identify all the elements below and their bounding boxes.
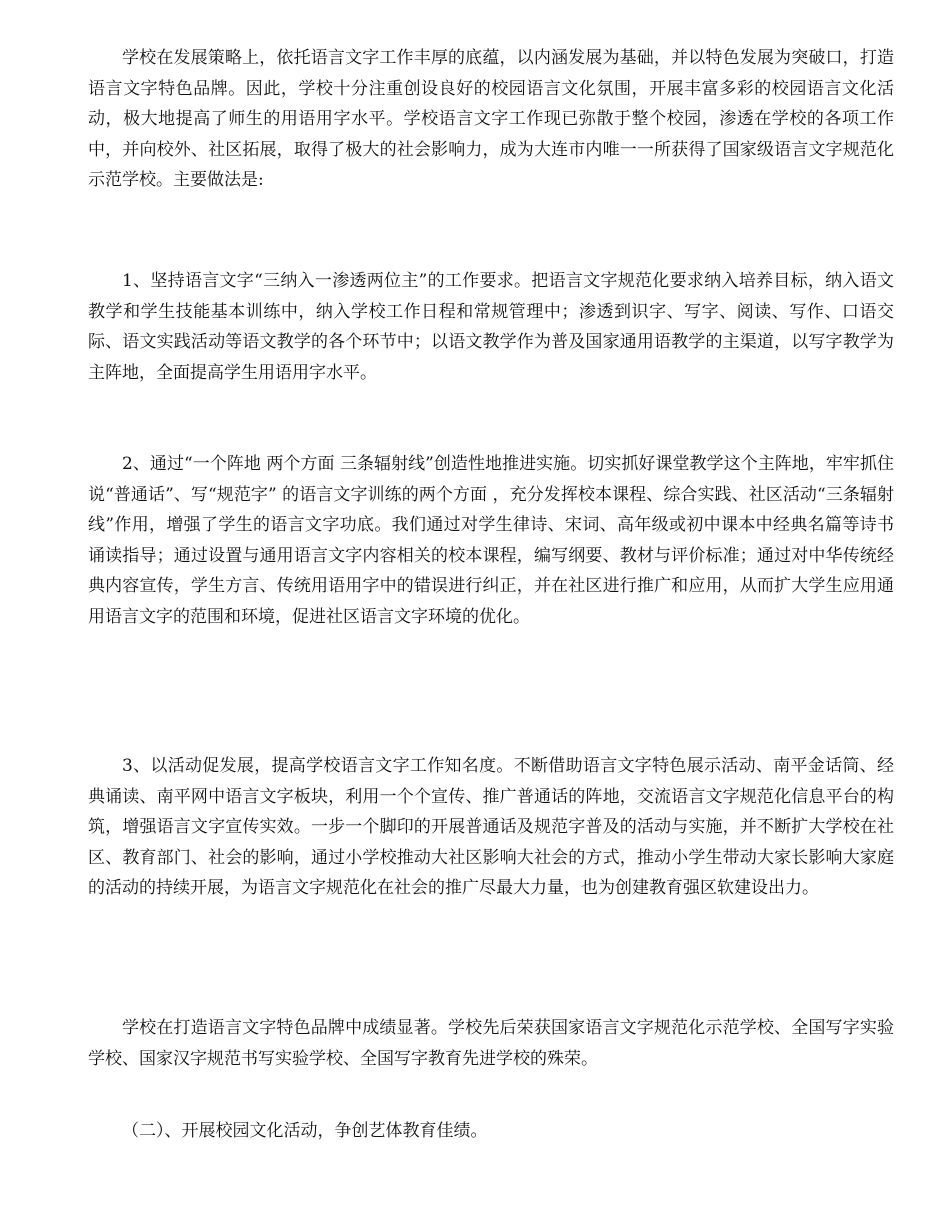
paragraph-strategy: 学校在发展策略上，依托语言文字工作丰厚的底蕴，以内涵发展为基础，并以特色发展为突破口，打造语言文字特色品牌。因此，学校十分注重创设良好的校园语言文化氛围，开展丰富多彩的校园语言文化活动，极大地提高了师生的用语用字水平。学校语言文字工作现已弥散于整个校园，渗透在学校的各项工作中，并向校外、社区拓展，取得了极大的社会影响力，成为大连市内唯一一所获得了国家级语言文字规范化示范学校。主要做法是:	[88, 48, 894, 190]
paragraph-achievements: 学校在打造语言文字特色品牌中成绩显著。学校先后荣获国家语言文字规范化示范学校、全国写字实验学校、国家汉字规范书写实验学校、全国写字教育先进学校的殊荣。	[88, 1018, 894, 1069]
paragraph-point-1: 1、坚持语言文字“三纳入一渗透两位主”的工作要求。把语言文字规范化要求纳入培养目标，纳入语文教学和学生技能基本训练中，纳入学校工作日程和常规管理中；渗透到识字、写字、阅读、写作、口语交际、语文实践活动等语文教学的各个环节中；以语文教学作为普及国家通用语教学的主渠道，以写字教学为主阵地，全面提高学生用语用字水平。	[88, 271, 894, 383]
section-heading: （二）、开展校园文化活动，争创艺体教育佳绩。	[122, 1121, 488, 1141]
paragraph-point-2: 2、通过“一个阵地 两个方面 三条辐射线”创造性地推进实施。切实抓好课堂教学这个主阵地，牢牢抓住说“普通话”、写“规范字” 的语言文字训练的两个方面 ，充分发挥校本课程、综合实践、社区活动“三条辐射线”作用，增强了学生的语言文字功底。我们通过对学生律诗、宋词、高年级或初中课本中经典名篇等诗书诵读指导；通过设置与通用语言文字内容相关的校本课程，编写纲要、教材与评价标准；通过对中华传统经典内容宣传，学生方言、传统用语用字中的错误进行纠正，并在社区进行推广和应用，从而扩大学生应用通用语言文字的范围和环境，促进社区语言文字环境的优化。	[88, 454, 894, 627]
paragraph-point-3: 3、以活动促发展，提高学校语言文字工作知名度。不断借助语言文字特色展示活动、南平金话筒、经典诵读、南平网中语言文字板块，利用一个个宣传、推广普通话的阵地，交流语言文字规范化信息平台的构筑，增强语言文字宣传实效。一步一个脚印的开展普通话及规范字普及的活动与实施，并不断扩大学校在社区、教育部门、社会的影响，通过小学校推动大社区影响大社会的方式，推动小学生带动大家长影响大家庭的活动的持续开展，为语言文字规范化在社会的推广尽最大力量，也为创建教育强区软建设出力。	[88, 756, 894, 898]
